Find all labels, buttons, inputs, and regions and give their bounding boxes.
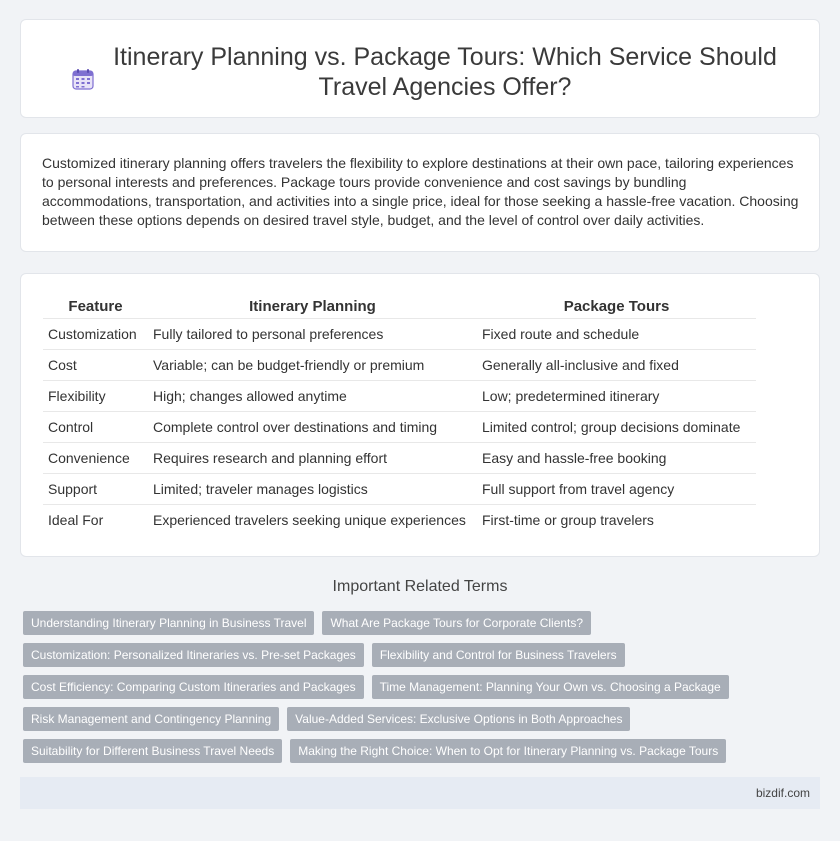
table-cell: Customization bbox=[43, 319, 148, 350]
table-row bbox=[43, 350, 756, 381]
table-cell: High; changes allowed anytime bbox=[148, 381, 477, 412]
table-cell: Low; predetermined itinerary bbox=[477, 381, 756, 412]
table-row bbox=[43, 443, 756, 474]
table-cell: Support bbox=[43, 474, 148, 505]
table-cell: Generally all-inclusive and fixed bbox=[477, 350, 756, 381]
table-cell: Fully tailored to personal preferences bbox=[148, 319, 477, 350]
table-cell: Limited; traveler manages logistics bbox=[148, 474, 477, 505]
related-term-tag[interactable]: Cost Efficiency: Comparing Custom Itineraries and Packages bbox=[23, 675, 364, 699]
table-row bbox=[43, 319, 756, 350]
related-term-tag[interactable]: What Are Package Tours for Corporate Clients? bbox=[322, 611, 591, 635]
table-header: Feature bbox=[68, 298, 123, 315]
related-term-tag[interactable]: Suitability for Different Business Travel Needs bbox=[23, 739, 282, 763]
related-term-tag[interactable]: Making the Right Choice: When to Opt for Itinerary Planning vs. Package Tours bbox=[290, 739, 726, 763]
related-term-tag[interactable]: Understanding Itinerary Planning in Business Travel bbox=[23, 611, 314, 635]
related-term-tag[interactable]: Value-Added Services: Exclusive Options in Both Approaches bbox=[287, 707, 630, 731]
table-row bbox=[43, 474, 756, 505]
table-cell: Limited control; group decisions dominate bbox=[477, 412, 756, 443]
table-cell: First-time or group travelers bbox=[477, 505, 756, 536]
table-cell: Control bbox=[43, 412, 148, 443]
related-term-tag[interactable]: Customization: Personalized Itineraries vs. Pre-set Packages bbox=[23, 643, 364, 667]
table-cell: Full support from travel agency bbox=[477, 474, 756, 505]
table-cell: Requires research and planning effort bbox=[148, 443, 477, 474]
table-cell: Complete control over destinations and timing bbox=[148, 412, 477, 443]
intro-text: Customized itinerary planning offers travelers the flexibility to explore destinations at their own pace, tailoring experiences to personal interests and preferences. Package tours provide convenience and cost savings by bundling accommodations, transportation, and activities into a single price, ideal for those seeking a hassle-free vacation. Choosing between these options depends on desired travel style, budget, and the level of control over daily activities. bbox=[42, 155, 799, 228]
table-cell: Fixed route and schedule bbox=[477, 319, 756, 350]
table-cell: Cost bbox=[43, 350, 148, 381]
table-header-row bbox=[43, 296, 756, 319]
table-cell: Easy and hassle-free booking bbox=[477, 443, 756, 474]
table-cell: Flexibility bbox=[43, 381, 148, 412]
intro-card bbox=[20, 133, 820, 252]
table-row bbox=[43, 412, 756, 443]
table-cell: Ideal For bbox=[43, 505, 148, 536]
comparison-card bbox=[20, 273, 820, 557]
related-term-tag[interactable]: Time Management: Planning Your Own vs. Choosing a Package bbox=[372, 675, 729, 699]
page-title: Itinerary Planning vs. Package Tours: Which Service Should Travel Agencies Offer? bbox=[113, 43, 777, 101]
footer bbox=[20, 777, 820, 809]
header-card bbox=[20, 19, 820, 118]
related-term-tag[interactable]: Flexibility and Control for Business Travelers bbox=[372, 643, 625, 667]
table-cell: Variable; can be budget-friendly or premium bbox=[148, 350, 477, 381]
table-header: Itinerary Planning bbox=[249, 298, 376, 315]
table-row bbox=[43, 505, 756, 536]
footer-site-link[interactable]: bizdif.com bbox=[755, 786, 810, 800]
table-cell: Experienced travelers seeking unique experiences bbox=[148, 505, 477, 536]
related-terms-title: Important Related Terms bbox=[332, 578, 508, 595]
table-cell: Convenience bbox=[43, 443, 148, 474]
related-term-tag[interactable]: Risk Management and Contingency Planning bbox=[23, 707, 279, 731]
comparison-table bbox=[43, 296, 756, 535]
table-row bbox=[43, 381, 756, 412]
related-terms-list bbox=[23, 611, 823, 771]
table-header: Package Tours bbox=[563, 298, 670, 315]
